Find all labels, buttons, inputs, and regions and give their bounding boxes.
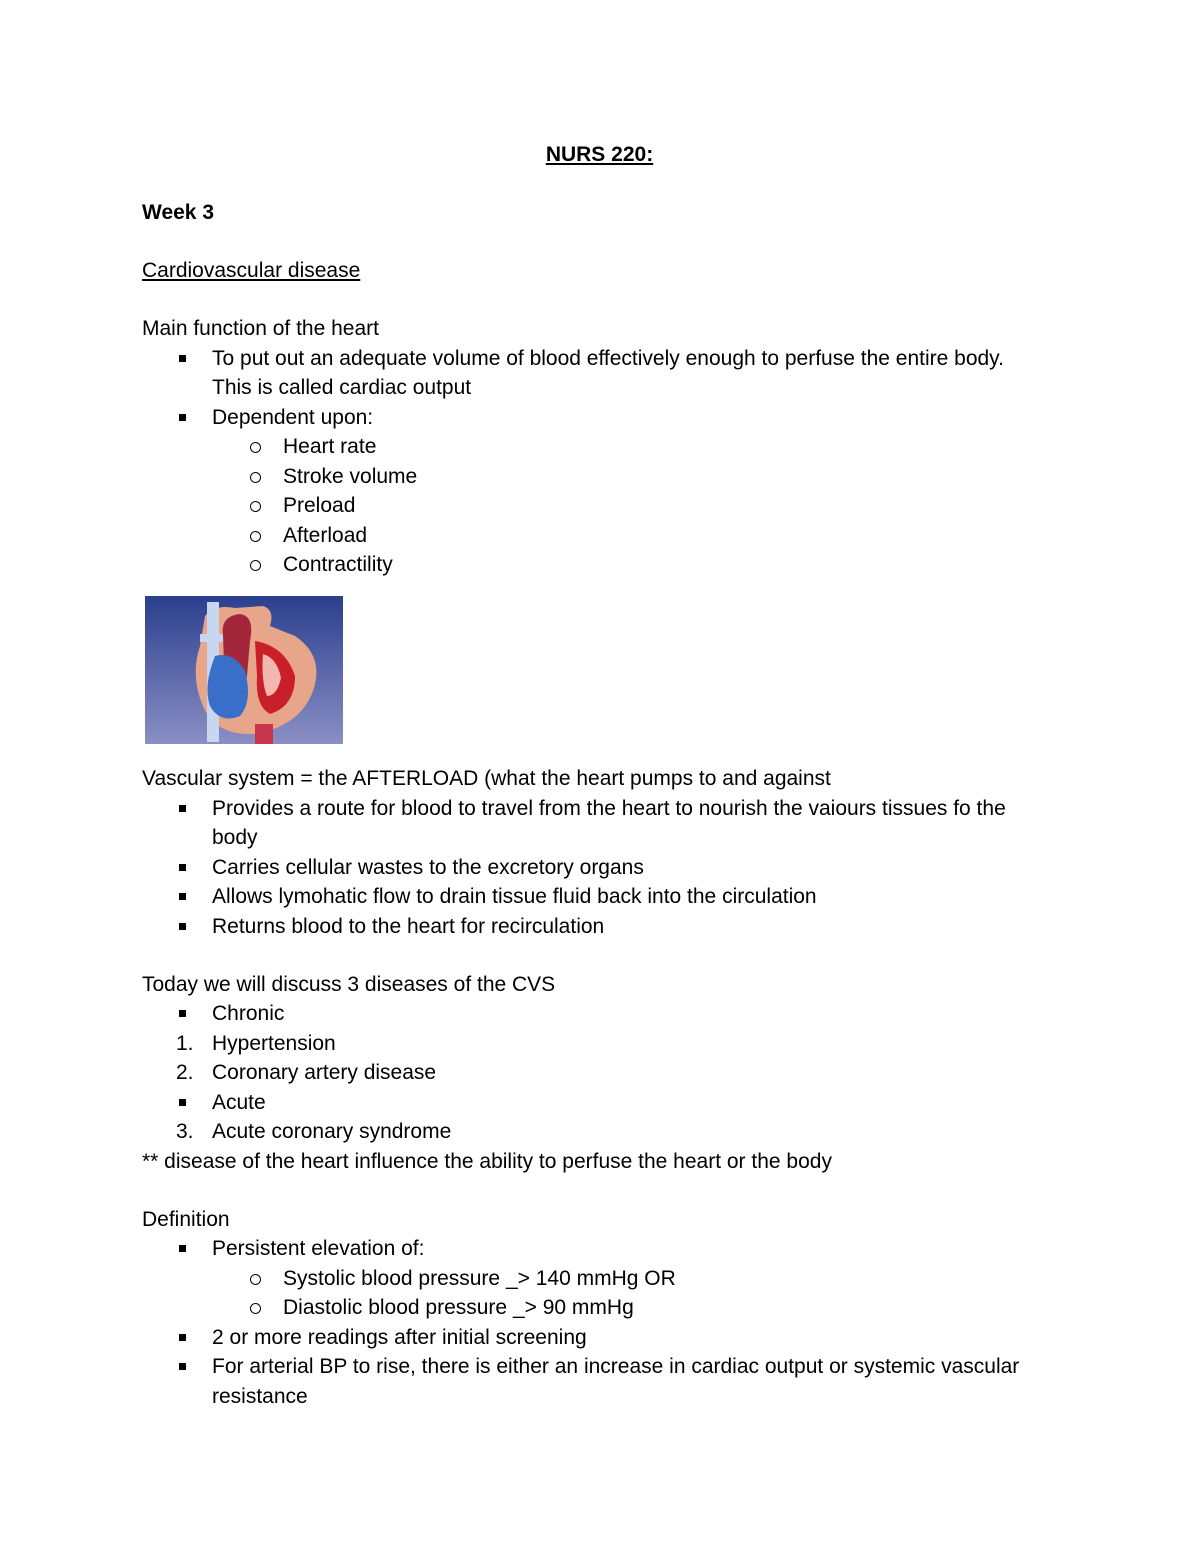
list-item: Returns blood to the heart for recirculation xyxy=(142,912,1042,942)
diseases-heading: Today we will discuss 3 diseases of the CVS xyxy=(142,972,556,996)
list-item: For arterial BP to rise, there is either an increase in cardiac output or systemic vascular resistance xyxy=(142,1352,1042,1411)
list-item: Acute xyxy=(142,1088,1042,1118)
numbered-item xyxy=(142,1117,1042,1147)
heart-function-heading: Main function of the heart xyxy=(142,317,379,340)
list-item: Chronic xyxy=(142,999,1042,1029)
vascular-heading: Vascular system = the AFTERLOAD (what the heart pumps to and against xyxy=(142,767,831,790)
sub-list-item: Diastolic blood pressure _> 90 mmHg xyxy=(142,1293,1042,1323)
item-text: Acute coronary syndrome xyxy=(212,1120,452,1143)
sub-list-item: Heart rate xyxy=(142,432,1042,462)
item-number: 2. xyxy=(176,1061,194,1084)
heart-diagram-image xyxy=(145,596,343,744)
sub-list-item: Contractility xyxy=(142,550,1042,580)
list-item: Dependent upon: xyxy=(142,403,1042,433)
document-title: NURS 220: xyxy=(545,143,654,166)
definition-list xyxy=(142,1234,1042,1411)
item-text: Hypertension xyxy=(212,1031,336,1055)
list-item: Carries cellular wastes to the excretory organs xyxy=(142,853,1042,883)
disease-note: ** disease of the heart influence the ability to perfuse the heart or the body xyxy=(142,1149,832,1173)
list-item: Provides a route for blood to travel from the heart to nourish the vaiours tissues fo the body xyxy=(142,794,1042,853)
list-item: Persistent elevation of: xyxy=(142,1234,1042,1264)
diseases-list xyxy=(142,999,1042,1147)
sub-list-item: Afterload xyxy=(142,521,1042,551)
sub-list-item: Stroke volume xyxy=(142,462,1042,492)
item-text: Coronary artery disease xyxy=(212,1061,437,1084)
list-item: 2 or more readings after initial screening xyxy=(142,1323,1042,1353)
list-item: To put out an adequate volume of blood effectively enough to perfuse the entire body. This is called cardiac output xyxy=(142,344,1042,403)
week-heading: Week 3 xyxy=(142,201,214,224)
sub-list-item: Systolic blood pressure _> 140 mmHg OR xyxy=(142,1264,1042,1294)
vascular-list xyxy=(142,794,1042,942)
heart-function-list xyxy=(142,344,1042,580)
document-page xyxy=(142,140,1042,1411)
sub-list-item: Preload xyxy=(142,491,1042,521)
list-item: Allows lymohatic flow to drain tissue fluid back into the circulation xyxy=(142,882,1042,912)
item-number: 3. xyxy=(176,1120,194,1143)
numbered-item xyxy=(142,1058,1042,1088)
numbered-item xyxy=(142,1029,1042,1059)
item-number: 1. xyxy=(176,1031,194,1055)
topic-heading: Cardiovascular disease xyxy=(142,259,361,282)
definition-heading: Definition xyxy=(142,1207,230,1231)
